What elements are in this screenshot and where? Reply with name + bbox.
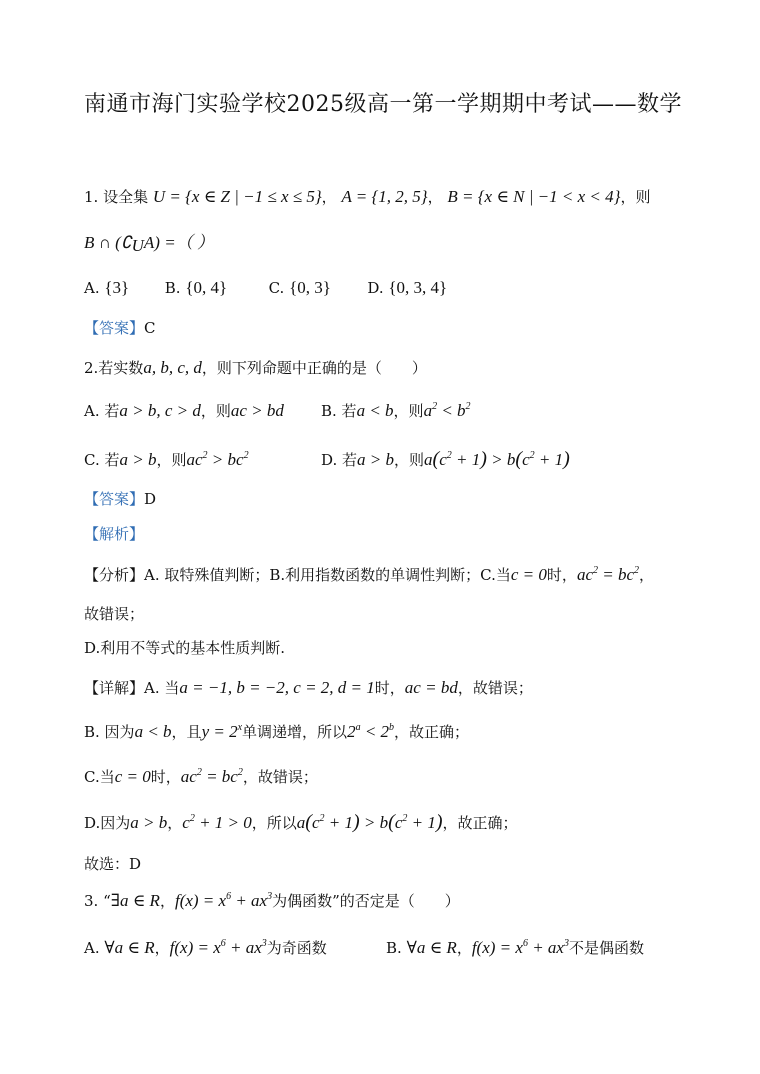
- q2-answer: [84, 488, 156, 510]
- q2-options-cd: [84, 448, 570, 471]
- q2-option-d: D. 若a > b，则$a(c^2 + 1) > b(c^2 + 1)$: [321, 448, 570, 470]
- q2-option-c: C. 若a > b，则$ac^2 > bc^2$: [84, 450, 249, 469]
- q1-expr: B ∩ (∁: [84, 233, 132, 252]
- q1-expr-sub: U: [131, 236, 144, 255]
- page-title: 南通市海门实验学校2025级高一第一学期期中考试——数学: [84, 92, 682, 117]
- q1-expr-end: A) =（ ）: [143, 233, 214, 252]
- q1-set-a: A = {1, 2, 5}: [341, 187, 428, 206]
- q1-option-c: C. {0, 3}: [268, 278, 331, 297]
- q1-option-d: D. {0, 3, 4}: [367, 278, 448, 297]
- q3-options-ab: [84, 937, 644, 959]
- q2-options-ab: [84, 400, 471, 422]
- q2-fenxi: 【分析】A. 取特殊值判断；B.利用指数函数的单调性判断；C.当c = 0时，$ac^2 = bc^2$，: [84, 565, 655, 584]
- q1-expression: [84, 232, 214, 254]
- q3-stem: 3. “∃a ∈ R，$f(x) = x^6 + ax^3$为偶函数”的否定是（ ）: [84, 891, 460, 910]
- q1-answer: [84, 317, 156, 339]
- q1-answer-value: C: [144, 319, 156, 337]
- q1-stem-end: ，则: [620, 188, 651, 206]
- q2-option-a: A. 若a > b, c > d，则ac > bd: [84, 401, 284, 420]
- q1-set-b: B = {x ∈ N | −1 < x < 4}: [447, 187, 621, 206]
- q2-detail-b: B. 因为a < b，且$y = 2^x$单调递增，所以$2^a < 2^b$，故正确；: [84, 722, 470, 741]
- q2-answer-value: D: [144, 490, 157, 508]
- q1-options: [84, 277, 447, 299]
- q1-stem: 1. 设全集 U = {x ∈ Z | −1 ≤ x ≤ 5}， A = {1, 2, 5}， B = {x ∈ N | −1 < x < 4}，则: [84, 187, 651, 206]
- q3-option-b: B. ∀a ∈ R，$f(x) = x^6 + ax^3$不是偶函数: [386, 938, 644, 957]
- q2-detail-d: D.因为a > b，$c^2 + 1 > 0$，所以$a(c^2 + 1) > b(c^2 + 1)$，故正确；: [84, 811, 518, 833]
- q2-fenxi-line3: D.利用不等式的基本性质判断.: [84, 639, 286, 657]
- q2-detail-a: 【详解】A. 当a = −1, b = −2, c = 2, d = 1时，ac = bd，故错误；: [84, 678, 533, 697]
- q1-number: 1. 设全集: [84, 188, 149, 206]
- q2-conclusion: 故选：D: [84, 855, 142, 873]
- q2-detail-c: C.当c = 0时，$ac^2 = bc^2$，故错误；: [84, 767, 318, 786]
- answer-tag: 【答案】: [84, 490, 145, 508]
- q2-analysis-tag: 【解析】: [84, 525, 145, 543]
- q2-stem: 2.若实数a, b, c, d，则下列命题中正确的是（ ）: [84, 358, 427, 377]
- q2-option-b: B. 若a < b，则$a^2 < b^2$: [321, 401, 471, 420]
- q1-option-a: A. {3}: [84, 278, 130, 297]
- answer-tag: 【答案】: [84, 319, 145, 337]
- q2-fenxi-line2: 故错误；: [84, 605, 145, 623]
- q3-option-a: A. ∀a ∈ R，$f(x) = x^6 + ax^3$为奇函数: [84, 938, 327, 957]
- q1-set-u: U = {x ∈ Z | −1 ≤ x ≤ 5}: [152, 187, 322, 206]
- q1-option-b: B. {0, 4}: [164, 278, 228, 297]
